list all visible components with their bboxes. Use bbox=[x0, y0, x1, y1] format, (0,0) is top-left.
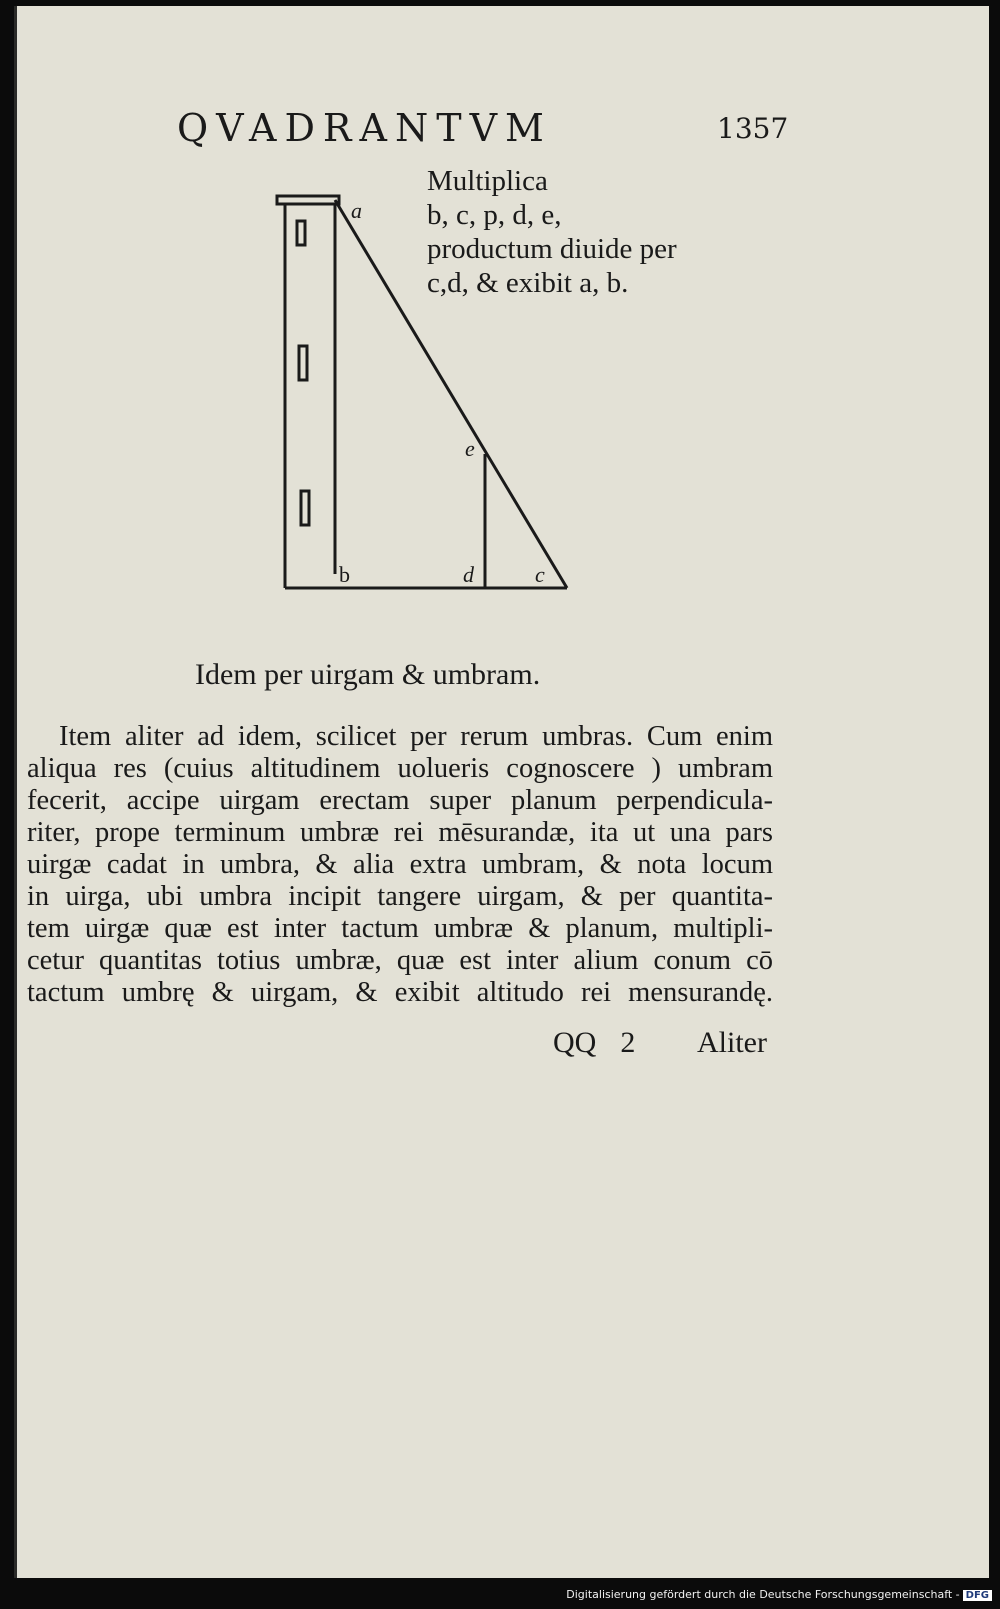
label-d: d bbox=[463, 562, 474, 587]
label-c: c bbox=[535, 562, 545, 587]
label-a: a bbox=[351, 198, 362, 223]
text-line: uirgæ cadat in umbra, & alia extra umbram, & nota locum bbox=[27, 849, 773, 880]
credit-text: Digitalisierung gefördert durch die Deutsche Forschungsgemeinschaft - bbox=[566, 1588, 960, 1601]
signature-number: 2 bbox=[620, 1026, 636, 1059]
text-line: in uirga, ubi umbra incipit tangere uirgam, & per quantita- bbox=[27, 881, 773, 912]
note-line: c,d, & exibit a, b. bbox=[427, 267, 629, 299]
tower-window bbox=[299, 346, 307, 380]
signature-mark bbox=[553, 1026, 659, 1060]
text-line: Item aliter ad idem, scilicet per rerum umbras. Cum enim bbox=[59, 721, 773, 752]
text-line: tem uirgæ quæ est inter tactum umbræ & planum, multipli- bbox=[27, 913, 773, 944]
catchword: Aliter bbox=[697, 1026, 767, 1059]
digitization-credit bbox=[566, 1588, 992, 1601]
note-line: productum diuide per bbox=[427, 233, 677, 265]
body-paragraph bbox=[27, 721, 773, 1009]
running-head: QVADRANTVM bbox=[177, 106, 552, 150]
label-b: b bbox=[339, 562, 350, 587]
text-line: tactum umbrę & uirgam, & exibit altitudo rei mensurandę. bbox=[27, 977, 773, 1008]
tower-cap bbox=[277, 196, 339, 204]
marginal-instruction bbox=[427, 164, 677, 300]
tower-window bbox=[297, 221, 305, 245]
text-line: fecerit, accipe uirgam erectam super planum perpendicula- bbox=[27, 785, 773, 816]
dfg-logo: DFG bbox=[963, 1590, 992, 1601]
folio-number: 1357 bbox=[717, 112, 789, 145]
note-line: b, c, p, d, e, bbox=[427, 199, 562, 231]
label-e: e bbox=[465, 436, 475, 461]
note-line: Multiplica bbox=[427, 165, 548, 197]
text-line: riter, prope terminum umbræ rei mēsurandæ, ita ut una pars bbox=[27, 817, 773, 848]
diagram-caption: Idem per uirgam & umbram. bbox=[195, 658, 541, 691]
book-page bbox=[14, 6, 989, 1578]
text-line: cetur quantitas totius umbræ, quæ est inter alium conum cō bbox=[27, 945, 773, 976]
text-line: aliqua res (cuius altitudinem uolueris cognoscere ) umbram bbox=[27, 753, 773, 784]
tower-window bbox=[301, 491, 309, 525]
signature-letters: QQ bbox=[553, 1026, 597, 1059]
